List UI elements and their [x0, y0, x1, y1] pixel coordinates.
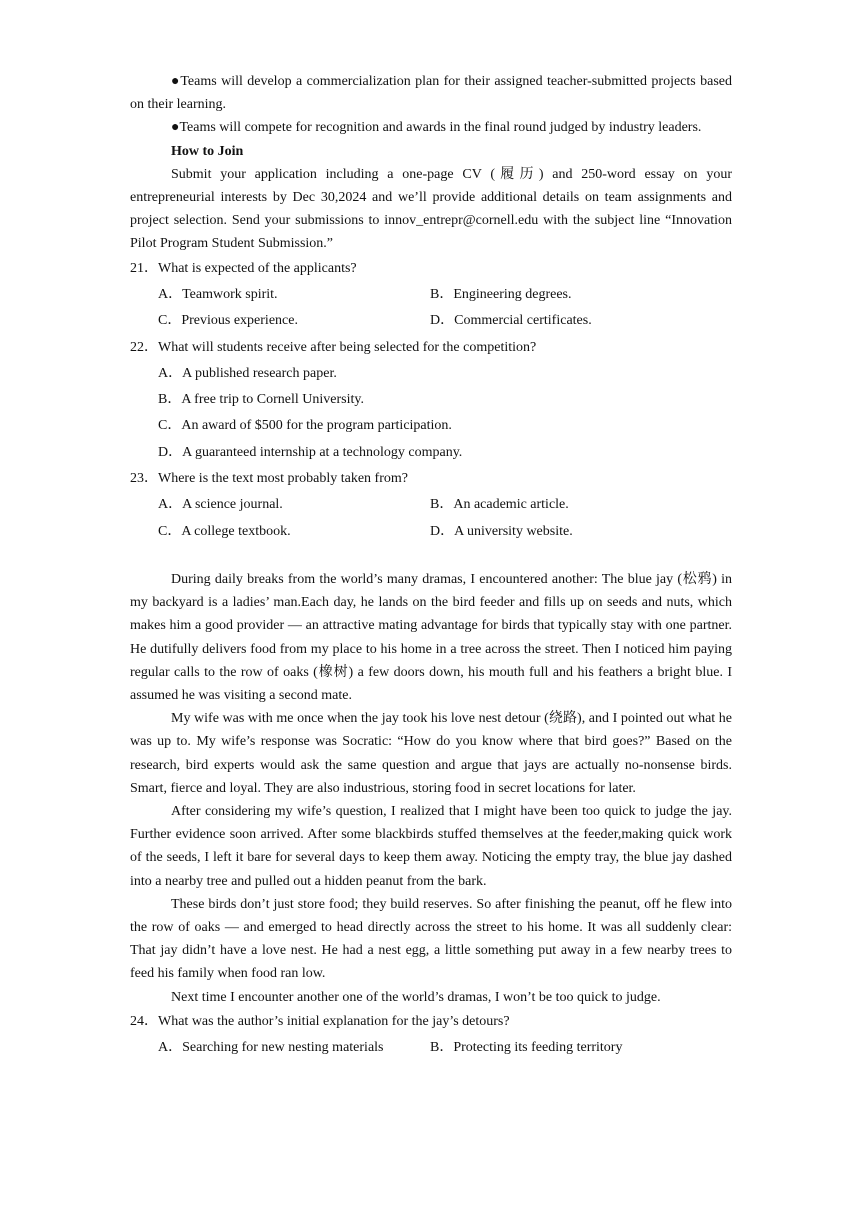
how-to-join-paragraph: Submit your application including a one-page CV (履历) and 250-word essay on your entrepreneurial interests by Dec 30,2024 and we’ll provide additional details on team assignments and project selection. Send your submissions to innov_entrepr@cornell.edu with the subject line “Innovation Pilot Program Student Submission.”	[130, 166, 732, 252]
passage-paragraph-1: During daily breaks from the world’s many dramas, I encountered another: The blue jay (松鸦) in my backyard is a ladies’ man.Each day, he lands on the bird feeder and fills up on seeds and nuts, which makes him a good provider — an attractive mating advantage for birds that typically stay with one partner. He dutifully delivers food from my place to his home in a tree across the street. Then I noticed him paying regular calls to the row of oaks (橡树) a few doors down, his mouth full and his feathers a bright blue. I assumed he was visiting a second mate.	[130, 571, 732, 703]
question-22-option-d-row	[130, 440, 732, 466]
question-24-options-row-1	[130, 1035, 732, 1061]
how-to-join-heading: How to Join	[171, 143, 244, 159]
question-24-option-a: A．Searching for new nesting materials	[158, 1040, 384, 1056]
passage-paragraph-2: My wife was with me once when the jay took his love nest detour (绕路), and I pointed out what he was up to. My wife’s response was Socratic: “How do you know where that bird goes?” Based on the research, bird experts would ask the same question and argue that jays are actually no-nonsense birds. Smart, fierce and loyal. They are also industrious, storing food in secret locations for later.	[130, 711, 732, 796]
question-24-option-b: B．Protecting its feeding territory	[430, 1040, 623, 1056]
question-21-option-d: D．Commercial certificates.	[430, 313, 592, 329]
question-23-stem: 23．Where is the text most probably taken from?	[130, 471, 408, 486]
bullet-commercialization-plan: ●Teams will develop a commercialization plan for their assigned teacher-submitted projects based on their learning.	[130, 74, 732, 113]
passage-paragraph-3: After considering my wife’s question, I realized that I might have been too quick to judge the jay. Further evidence soon arrived. After some blackbirds stuffed themselves at the feeder,making quick work of the seeds, I left it bare for several days to keep them away. Noticing the empty tray, the blue jay dashed into a nearby tree and pulled out a hidden peanut from the bark.	[130, 803, 732, 889]
question-23-option-a: A．A science journal.	[158, 497, 283, 513]
page-content	[130, 70, 732, 1061]
question-21-option-c: C．Previous experience.	[158, 313, 298, 329]
question-21-stem: 21．What is expected of the applicants?	[130, 260, 357, 276]
passage-paragraph-4: These birds don’t just store food; they build reserves. So after finishing the peanut, off he flew into the row of oaks — and emerged to head directly across the street to his home. It was all suddenly clear: That jay didn’t have a love nest. He had a nest egg, a little something put away in a few nearby trees to feed his family when food ran low.	[130, 896, 732, 982]
question-23-option-c: C．A college textbook.	[158, 523, 291, 539]
passage-paragraph-5: Next time I encounter another one of the world’s dramas, I won’t be too quick to judge.	[171, 989, 661, 1005]
question-22-option-b: B．A free trip to Cornell University.	[158, 392, 364, 408]
question-22-option-a-row	[130, 361, 732, 387]
bullet-compete-recognition: ●Teams will compete for recognition and awards in the final round judged by industry leaders.	[171, 120, 702, 136]
question-21-options-row-2	[130, 308, 732, 334]
question-23-options-row-2	[130, 519, 732, 545]
question-21-option-b: B．Engineering degrees.	[430, 286, 572, 302]
question-22-option-d: D．A guaranteed internship at a technology company.	[158, 444, 463, 460]
question-23-option-b: B．An academic article.	[430, 497, 569, 513]
question-22-option-c-row	[130, 413, 732, 439]
question-22-option-b-row	[130, 387, 732, 413]
question-21-option-a: A．Teamwork spirit.	[158, 286, 278, 302]
section-gap	[130, 545, 732, 568]
question-22-option-c: C．An award of $500 for the program participation.	[158, 418, 452, 434]
question-23-options-row-1	[130, 492, 732, 518]
question-21-options-row-1	[130, 282, 732, 308]
question-23-option-d: D．A university website.	[430, 523, 573, 539]
question-22-option-a: A．A published research paper.	[158, 365, 337, 381]
question-22-stem: 22．What will students receive after being selected for the competition?	[130, 339, 537, 355]
question-24-stem: 24．What was the author’s initial explanation for the jay’s detours?	[130, 1013, 510, 1029]
